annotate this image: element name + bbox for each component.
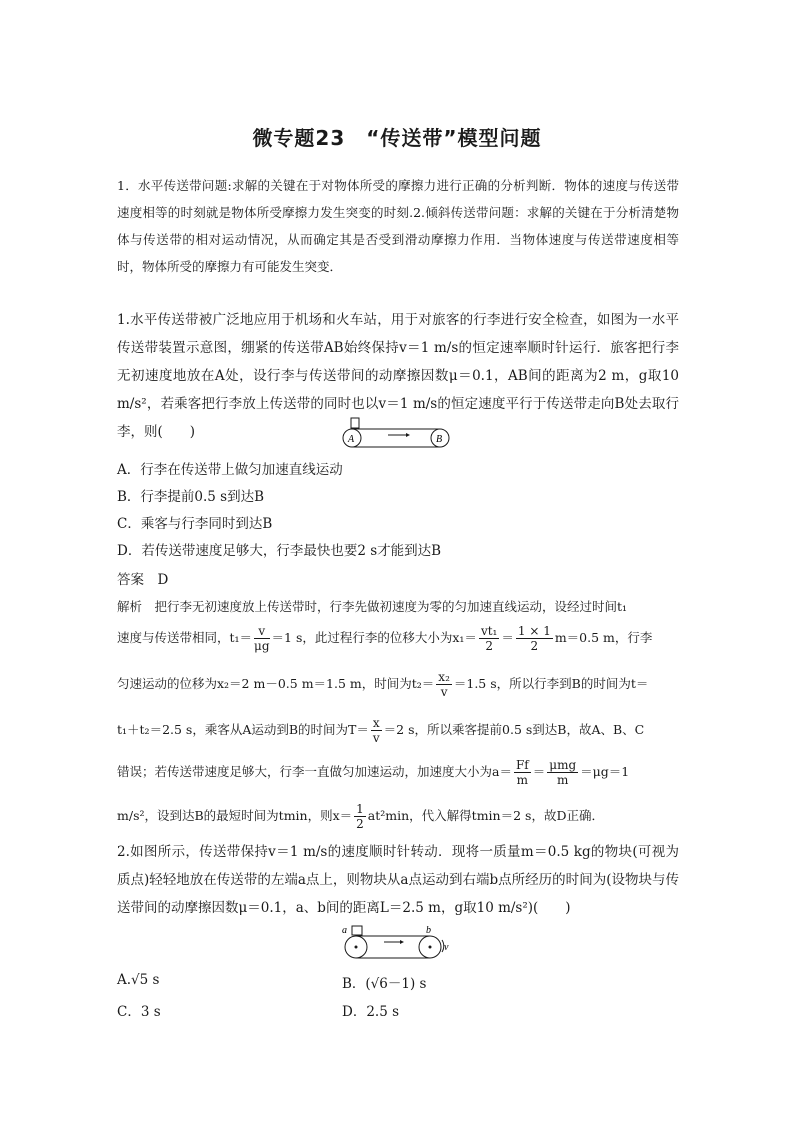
fraction: $\frac{1}{2}$ [356,802,364,831]
q1-option-d: D．若传送带速度足够大，行李最快也要2 s才能到达B [117,543,442,559]
conveyor-figure-2 [338,922,454,962]
page-title: 微专题23 “传送带”模型问题 [252,126,542,150]
fraction: $\frac{1 \times 1}{2}$ [517,624,551,653]
fraction: $\frac{\text{vt₁}}{2}$ [480,624,498,653]
fraction: $\frac{\text{μmg}}{m}$ [549,758,577,787]
q2-option-c: C．3 s [117,1004,161,1020]
fig2-label-a: a [342,925,347,936]
q1-option-b: B．行李提前0.5 s到达B [117,489,265,505]
solution-line-2: 速度与传送带相同，t₁＝ $\frac{v}{\mu g}$ ＝1 s，此过程行李的位移大小为x₁＝ $\frac{\text{vt₁}}{2}$ ＝ $\frac{1 \times 1}{2}$ m＝0.5 m，行李 [117,624,653,653]
fraction: $\frac{Ff}{m}$ [515,758,529,787]
conveyor-figure-1 [338,416,454,450]
solution-line-5: 错误；若传送带速度足够大，行李一直做匀加速运动，加速度大小为a＝ $\frac{Ff}{m}$ ＝ $\frac{\text{μmg}}{m}$ ＝μg＝1 [117,758,630,787]
q1-option-a: A．行李在传送带上做匀加速直线运动 [117,462,343,478]
fraction: $\frac{v}{\mu g}$ [254,624,270,653]
q1-option-c: C．乘客与行李同时到达B [117,516,273,532]
question-1-stem: 1.水平传送带被广泛地应用于机场和火车站，用于对旅客的行李进行安全检查，如图为一水平传送带装置示意图，绷紧的传送带AB始终保持v＝1 m/s的恒定速率顺时针运行．旅客把行李无初速度地放在A处，设行李与传送带间的动摩擦因数μ＝0.1，AB间的距离为2 m，g取10 m/s²，若乘客把行李放上传送带的同时也以v＝1 m/s的恒定速度平行于传送带走向B处去取行李，则( ) [117,312,679,440]
solution-line-3: 匀速运动的位移为x₂＝2 m－0.5 m＝1.5 m，时间为t₂＝ $\frac{\text{x₂}}{v}$ ＝1.5 s，所以行李到B的时间为t＝ [117,670,649,699]
fig1-label-b: B [436,434,443,445]
intro-paragraph: 1．水平传送带问题:求解的关键在于对物体所受的摩擦力进行正确的分析判断．物体的速度与传送带速度相等的时刻就是物体所受摩擦力发生突变的时刻.2.倾斜传送带问题：求解的关键在于分析清楚物体与传送带的相对运动情况，从而确定其是否受到滑动摩擦力作用．当物体速度与传送带速度相等时，物体所受的摩擦力有可能发生突变． [117,178,679,274]
fig2-label-b: b [426,925,431,936]
fraction: $\frac{\text{x₂}}{v}$ [438,670,450,699]
solution-line-1: 解析 把行李无初速度放上传送带时，行李先做初速度为零的匀加速直线运动，设经过时间t₁ [117,599,628,614]
q1-answer: 答案 D [117,572,169,588]
question-2-stem: 2.如图所示，传送带保持v＝1 m/s的速度顺时针转动．现将一质量m＝0.5 kg的物块(可视为质点)轻轻地放在传送带的左端a点上，则物块从a点运动到右端b点所经历的时间为(设物块与传送带间的动摩擦因数μ＝0.1，a、b间的距离L＝2.5 m，g取10 m/s²)( ) [117,844,679,916]
q2-option-b: B．(√6－1) s [342,976,427,992]
fig1-label-a: A [348,434,355,445]
fig2-label-v: v [444,942,449,953]
solution-line-6: m/s²，设到达B的最短时间为tmin，则x＝ $\frac{1}{2}$ at²min，代入解得tmin＝2 s，故D正确． [117,802,604,831]
q2-option-a: A.√5 s [117,972,160,988]
fraction: $\frac{x}{v}$ [372,716,380,745]
solution-line-4: t₁＋t₂＝2.5 s，乘客从A运动到B的时间为T＝ $\frac{x}{v}$ ＝2 s，所以乘客提前0.5 s到达B，故A、B、C [117,716,645,745]
q2-option-d: D．2.5 s [342,1004,400,1020]
